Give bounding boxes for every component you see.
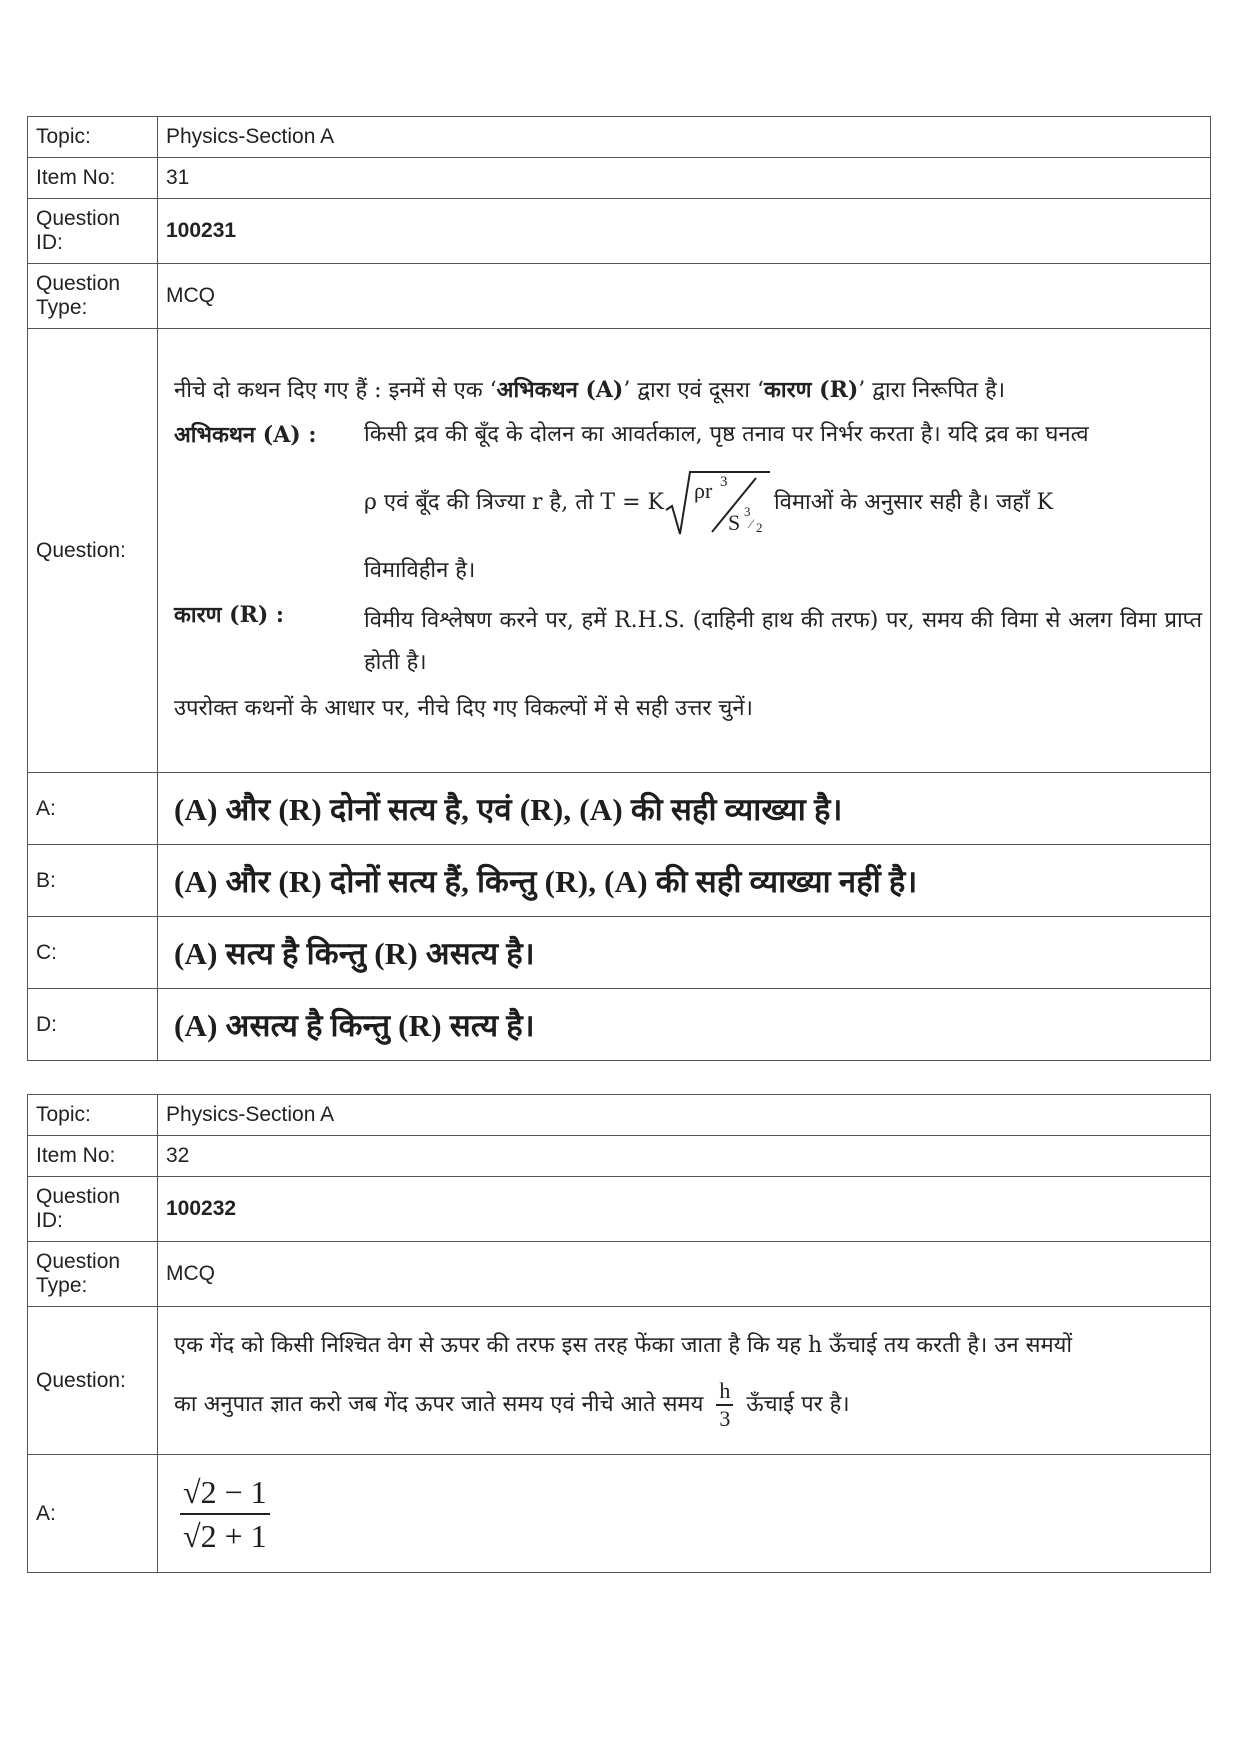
height-fraction: $\frac{h}{3}$	[716, 1378, 733, 1432]
question-id-label: Question ID:	[28, 1177, 158, 1242]
assertion-label: अभिकथन (A) :	[174, 422, 317, 448]
question-label: Question:	[28, 1307, 158, 1455]
option-b-text[interactable]: (A) और (R) दोनों सत्य हैं, किन्तु (R), (A) की सही व्याख्या नहीं है।	[158, 845, 1211, 917]
option-a-fraction: $\frac{√2 - 1}{√2 + 1}$	[180, 1471, 270, 1557]
option-c-text[interactable]: (A) सत्य है किन्तु (R) असत्य है।	[158, 917, 1211, 989]
option-c-label: C:	[28, 917, 158, 989]
topic-value: Physics-Section A	[158, 1095, 1211, 1136]
question-intro: नीचे दो कथन दिए गए हैं : इनमें से एक ‘अभिकथन (A)’ द्वारा एवं दूसरा ‘कारण (R)’ द्वारा निरूपित है।	[174, 377, 1006, 403]
item-no-value: 32	[158, 1136, 1211, 1177]
option-a-text[interactable]	[158, 1455, 1211, 1573]
question-id-value: 100232	[158, 1177, 1211, 1242]
reason-label: कारण (R) :	[174, 602, 285, 628]
question-body	[158, 1307, 1211, 1455]
topic-value: Physics-Section A	[158, 117, 1211, 158]
assertion-block	[174, 420, 1202, 586]
option-d-label: D:	[28, 989, 158, 1061]
question-label: Question:	[28, 329, 158, 773]
assertion-text: किसी द्रव की बूँद के दोलन का आवर्तकाल, पृष्ठ तनाव पर निर्भर करता है। यदि द्रव का घनत्व ρ एवं बूँद की त्रिज्या r है, तो T = K ρr 3 S 3 ⁄ 2 विमाओं के अनुसार सही है। जहाँ K विमाविहीन है।	[364, 420, 1202, 586]
question-31-table	[27, 116, 1211, 1061]
assertion-formula: ρ एवं बूँद की त्रिज्या r है, तो T = K ρr 3 S 3 ⁄ 2 विमाओं के अनुसार सही है। जहाँ K	[364, 468, 1202, 538]
svg-text:2: 2	[755, 520, 763, 535]
question-type-label: Question Type:	[28, 1242, 158, 1307]
sqrt-formula-graphic	[664, 468, 774, 538]
question-footer: उपरोक्त कथनों के आधार पर, नीचे दिए गए विकल्पों में से सही उत्तर चुनें।	[174, 696, 753, 721]
svg-text:⁄: ⁄	[749, 516, 753, 531]
question-type-label: Question Type:	[28, 264, 158, 329]
topic-label: Topic:	[28, 1095, 158, 1136]
item-no-label: Item No:	[28, 158, 158, 199]
question-text-line-2: का अनुपात ज्ञात करो जब गेंद ऊपर जाते समय एवं नीचे आते समय $\frac{h}{3}$ ऊँचाई पर है।	[174, 1377, 850, 1431]
reason-text: विमीय विश्लेषण करने पर, हमें R.H.S. (दाहिनी हाथ की तरफ) पर, समय की विमा से अलग विमा प्राप्त होती है।	[364, 608, 1202, 675]
svg-text:3: 3	[719, 474, 728, 490]
item-no-value: 31	[158, 158, 1211, 199]
svg-text:3: 3	[743, 504, 751, 519]
option-d-text[interactable]: (A) असत्य है किन्तु (R) सत्य है।	[158, 989, 1211, 1061]
option-a-text[interactable]: (A) और (R) दोनों सत्य है, एवं (R), (A) की सही व्याख्या है।	[158, 773, 1211, 845]
option-a-label: A:	[28, 773, 158, 845]
item-no-label: Item No:	[28, 1136, 158, 1177]
svg-text:S: S	[727, 510, 741, 535]
question-text-line-1: एक गेंद को किसी निश्चित वेग से ऊपर की तरफ इस तरह फेंका जाता है कि यह h ऊँचाई तय करती है। उन समयों	[174, 1332, 1073, 1358]
question-id-value: 100231	[158, 199, 1211, 264]
option-b-label: B:	[28, 845, 158, 917]
question-type-value: MCQ	[158, 1242, 1211, 1307]
topic-label: Topic:	[28, 117, 158, 158]
option-a-label: A:	[28, 1455, 158, 1573]
question-body	[158, 329, 1211, 773]
question-type-value: MCQ	[158, 264, 1211, 329]
svg-text:ρr: ρr	[693, 478, 713, 503]
reason-block	[174, 600, 1202, 684]
question-32-table	[27, 1094, 1211, 1573]
question-id-label: Question ID:	[28, 199, 158, 264]
